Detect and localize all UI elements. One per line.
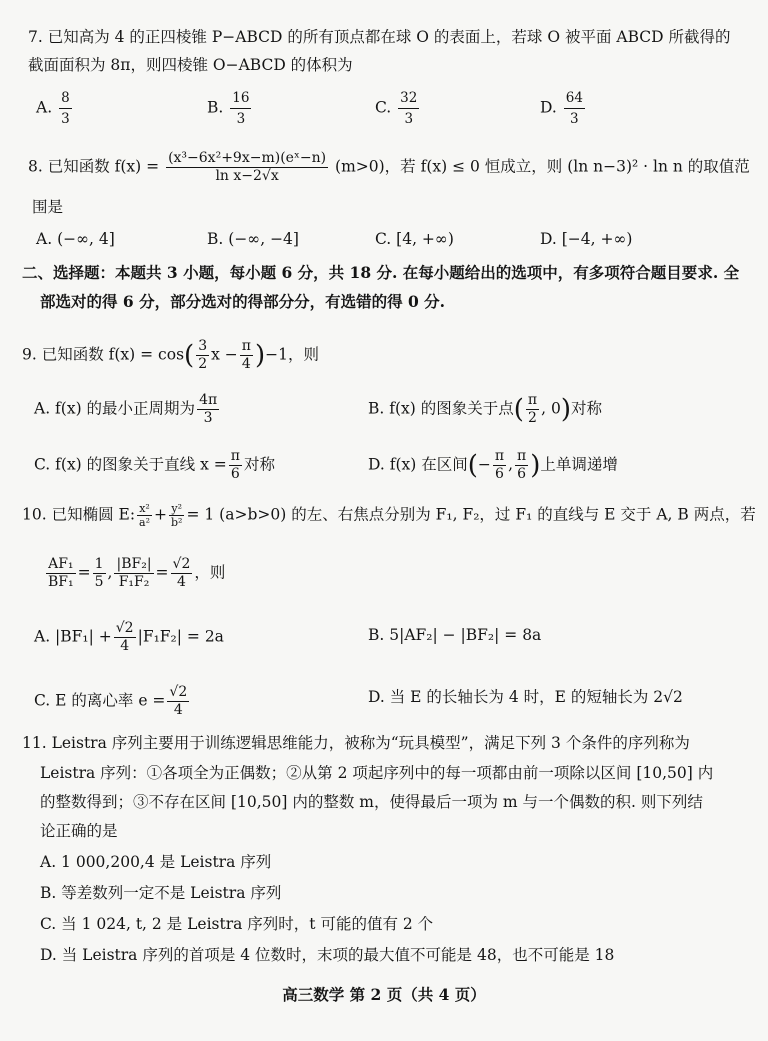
q8-option-c-text: [4, +∞) <box>396 230 454 248</box>
q7-option-a-den: 3 <box>61 111 70 127</box>
page-footer: 高三数学 第 2 页（共 4 页） <box>282 985 486 1004</box>
q9-option-c-prefix: C. f(x) 的图象关于直线 x = <box>34 455 227 474</box>
q10-option-c <box>34 684 191 719</box>
q9-option-a-num: 4π <box>199 392 218 408</box>
q9-option-a-den: 3 <box>203 410 213 426</box>
q10-cond-num3: |BF₂| <box>116 556 152 572</box>
q10-ellipse-den2: b² <box>171 516 183 529</box>
q7-option-d-num: 64 <box>564 88 585 109</box>
q9-option-b-suffix: 对称 <box>570 399 602 418</box>
section2-line2: 部选对的得 6 分，部分选对的得部分分，有选错的得 0 分. <box>40 292 446 311</box>
q9-lparen: ( <box>184 340 195 371</box>
q10-cond-suffix: ，则 <box>194 563 226 582</box>
q7-option-d-label: D. <box>540 98 557 117</box>
q9-frac1 <box>196 338 209 373</box>
q9-option-c-frac <box>229 448 242 483</box>
q8-option-a <box>36 228 115 250</box>
q7-option-c-num: 32 <box>398 88 419 109</box>
q9-option-b-frac <box>526 392 539 427</box>
q10-stem: 10. 已知椭圆 E: $\frac{\text{x²}}{\text{a²}}$ + $\frac{\text{y²}}{\text{b²}}$ = 1 (a>b>0) 的左、右焦点分别为 F₁, F₂，过 F₁ 的直线与 E 交于 A, B 两点，若 <box>22 502 756 529</box>
q7-line2: 截面面积为 8π，则四棱锥 O−ABCD 的体积为 <box>28 56 353 74</box>
q7-option-a-num: 8 <box>59 88 72 109</box>
q10-ellipse-den1: a² <box>139 516 151 529</box>
q10-ellipse-frac2 <box>169 502 184 529</box>
q9-option-d-den2: 6 <box>517 466 527 482</box>
q9-option-d-num2: π <box>517 448 527 464</box>
q9-option-c-den: 6 <box>230 466 240 482</box>
q9-option-a <box>34 392 221 427</box>
q10-conditions: $\frac{\text{AF₁}}{\text{BF₁}}$ = $\frac{1}{5}$ , $\frac{\text{|BF₂|}}{\text{F₁F₂}}$ = $\frac{√2}{4}$ ，则 <box>48 556 226 590</box>
q7-option-d <box>540 88 587 129</box>
q7-option-b-den: 3 <box>236 111 246 127</box>
q7-option-a <box>36 88 74 129</box>
q10-option-d: D. 当 E 的长轴长为 4 时，E 的短轴长为 2√2 <box>368 688 683 706</box>
q9-stem <box>22 338 319 373</box>
q9-option-b <box>368 392 602 427</box>
q10-option-b: B. 5|AF₂| − |BF₂| = 8a <box>368 626 542 644</box>
q9-frac1-num: 3 <box>198 338 208 354</box>
q9-option-b-lparen: ( <box>513 394 524 425</box>
q9-option-d-prefix: D. f(x) 在区间 <box>368 455 468 474</box>
q10-option-a-suffix: |F₁F₂| = 2a <box>137 627 224 646</box>
q9-mid: x − <box>211 345 238 364</box>
q9-option-a-prefix: A. f(x) 的最小正周期为 <box>34 399 196 418</box>
q10-ellipse-frac1 <box>137 502 152 529</box>
q8-numerator: (x³−6x²+9x−m)(eˣ−n) <box>168 150 327 166</box>
q9-option-c-num: π <box>230 448 240 464</box>
q8-option-d <box>540 228 632 250</box>
q10-cond-num4: √2 <box>172 556 191 572</box>
q10-cond-eq1: = <box>77 563 91 582</box>
q9-option-d-den1: 6 <box>495 466 504 482</box>
q7-option-c-frac <box>398 88 419 129</box>
q7-option-a-frac <box>59 88 72 129</box>
q9-option-c-suffix: 对称 <box>243 455 275 474</box>
q10-cond-den2: 5 <box>94 574 104 590</box>
q11-option-b: B. 等差数列一定不是 Leistra 序列 <box>40 884 282 902</box>
q8-option-b-text: (−∞, −4] <box>228 230 299 248</box>
q8-option-c <box>375 228 454 250</box>
q11-option-a: A. 1 000,200,4 是 Leistra 序列 <box>40 853 272 871</box>
q10-option-c-frac <box>167 684 189 719</box>
section2-line1: 二、选择题：本题共 3 小题，每小题 6 分，共 18 分. 在每小题给出的选项中，有多项符合题目要求. 全 <box>22 263 740 282</box>
q8-option-d-label: D. <box>540 230 557 248</box>
q9-option-b-rparen: ) <box>560 394 571 425</box>
q9-frac1-den: 2 <box>198 356 208 372</box>
q7-option-c-den: 3 <box>404 111 414 127</box>
q10-option-c-prefix: C. E 的离心率 e = <box>34 691 166 710</box>
q8-option-b-label: B. <box>207 230 224 248</box>
q8-stem <box>28 150 750 185</box>
q7-option-c-label: C. <box>375 98 392 117</box>
q10-option-a-prefix: A. |BF₁| + <box>34 627 112 646</box>
q10-cond-frac3 <box>114 556 153 591</box>
q10-cond-frac2 <box>93 556 106 591</box>
q9-option-d-rparen: ) <box>530 450 541 481</box>
q9-rparen: ) <box>254 340 266 371</box>
q10-prefix: 10. 已知椭圆 E: <box>22 505 136 524</box>
q7-option-d-frac <box>564 88 585 129</box>
q10-suffix: = 1 (a>b>0) 的左、右焦点分别为 F₁, F₂，过 F₁ 的直线与 E 交于 A, B 两点，若 <box>186 505 756 524</box>
q7-option-d-den: 3 <box>570 111 579 127</box>
q10-option-a-den: 4 <box>120 638 130 654</box>
q8-line2: 围是 <box>32 198 64 216</box>
q9-option-b-den: 2 <box>528 410 537 426</box>
q9-frac2 <box>240 338 253 373</box>
q8-option-a-text: (−∞, 4] <box>57 230 115 248</box>
q9-option-d: D. f(x) 在区间(− $\frac{\pi}{6}$ , $\frac{\pi}{6}$ )上单调递增 <box>368 448 618 482</box>
q8-denominator: ln x−2√x <box>215 168 279 184</box>
q10-cond-den1: BF₁ <box>48 574 74 590</box>
q9-option-d-num1: π <box>494 448 505 464</box>
q11-option-c: C. 当 1 024, t, 2 是 Leistra 序列时，t 可能的值有 2 个 <box>40 915 434 933</box>
q10-cond-num2: 1 <box>94 556 104 572</box>
q10-ellipse-num1: x² <box>137 502 152 516</box>
q9-suffix: −1，则 <box>265 345 319 364</box>
q9-prefix: 9. 已知函数 f(x) = cos <box>22 345 185 364</box>
q8-option-a-label: A. <box>36 230 53 248</box>
q10-ellipse-num2: y² <box>169 502 184 516</box>
q9-frac2-den: 4 <box>241 356 251 372</box>
q9-option-d-lparen: ( <box>467 450 478 481</box>
q10-option-a-frac <box>114 620 136 655</box>
q10-option-a <box>34 620 224 655</box>
q8-suffix: (m>0)，若 f(x) ≤ 0 恒成立，则 (ln n−3)² · ln n 的取值范 <box>335 157 750 176</box>
q7-option-b-label: B. <box>207 98 224 117</box>
q7-option-c <box>375 88 421 129</box>
q9-option-d-frac1 <box>493 448 506 483</box>
q10-cond-eq2: = <box>155 563 169 582</box>
q8-fraction <box>166 150 328 185</box>
q10-cond-frac1 <box>46 556 76 591</box>
q8-option-c-label: C. <box>375 230 392 248</box>
q7-option-b <box>207 88 253 129</box>
q9-option-b-prefix: B. f(x) 的图象关于点 <box>368 399 514 418</box>
q7-line1: 7. 已知高为 4 的正四棱锥 P−ABCD 的所有顶点都在球 O 的表面上，若球 O 被平面 ABCD 所截得的 <box>28 28 731 46</box>
q10-option-a-num: √2 <box>115 620 134 636</box>
q11-line1: 11. Leistra 序列主要用于训练逻辑思维能力，被称为“玩具模型”，满足下列 3 个条件的序列称为 <box>22 734 690 752</box>
q10-option-c-num: √2 <box>169 684 188 700</box>
q7-option-b-num: 16 <box>230 88 251 109</box>
q9-frac2-num: π <box>241 338 251 354</box>
q9-option-d-frac2 <box>515 448 528 483</box>
q8-option-b <box>207 228 299 250</box>
q10-option-c-den: 4 <box>173 702 183 718</box>
q11-line3: 的整数得到；③不存在区间 [10,50] 内的整数 m，使得最后一项为 m 与一个偶数的积. 则下列结 <box>40 793 703 811</box>
q9-option-b-num: π <box>527 392 538 408</box>
q8-option-d-text: [−4, +∞) <box>561 230 633 248</box>
q9-option-a-frac <box>197 392 219 427</box>
q10-cond-den4: 4 <box>177 574 186 590</box>
q10-cond-den3: F₁F₂ <box>118 574 150 590</box>
q11-line4: 论正确的是 <box>40 822 118 840</box>
q11-option-d: D. 当 Leistra 序列的首项是 4 位数时，末项的最大值不可能是 48，也不可能是 18 <box>40 946 615 964</box>
q7-option-a-label: A. <box>36 98 53 117</box>
q9-option-d-suffix: 上单调递增 <box>540 455 618 474</box>
q9-option-c <box>34 448 275 483</box>
q7-option-b-frac <box>230 88 251 129</box>
q11-line2: Leistra 序列：①各项全为正偶数；②从第 2 项起序列中的每一项都由前一项除以区间 [10,50] 内 <box>40 764 714 782</box>
q8-prefix: 8. 已知函数 f(x) = <box>28 157 160 176</box>
q10-cond-frac4 <box>171 556 193 591</box>
q9-option-b-mid: , 0 <box>541 399 561 418</box>
q10-cond-num1: AF₁ <box>46 556 76 574</box>
